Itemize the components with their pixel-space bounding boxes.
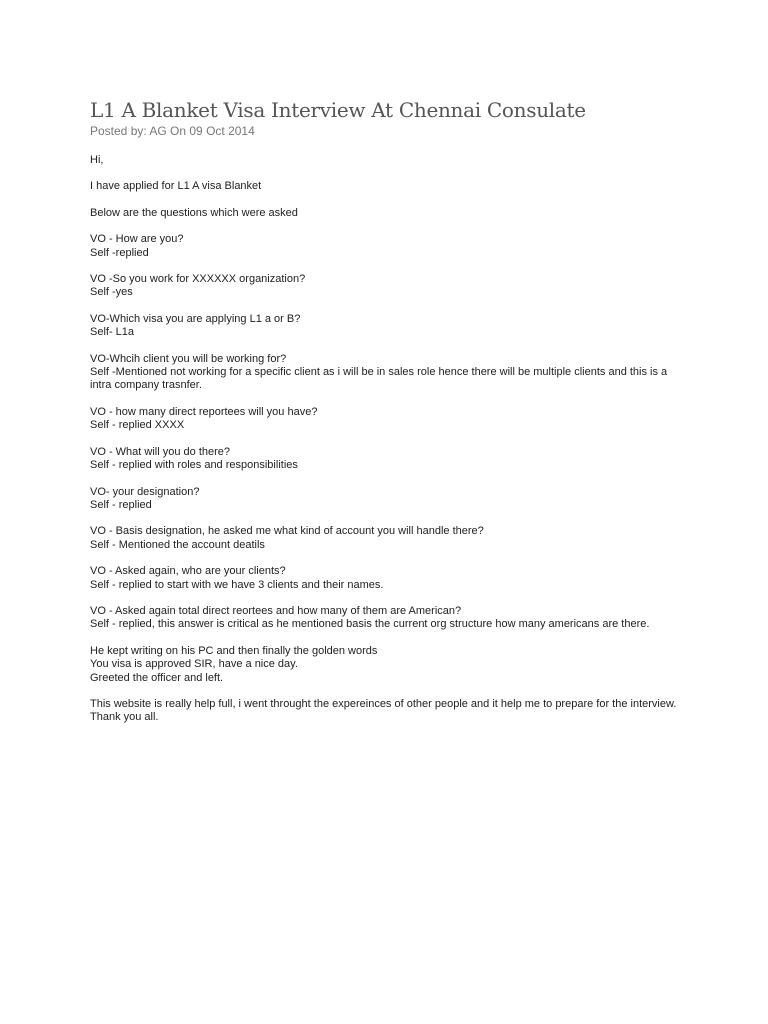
text-line: Below are the questions which were asked bbox=[90, 206, 298, 219]
paragraph bbox=[90, 565, 690, 592]
text-line: Self - replied XXXX bbox=[90, 419, 185, 432]
paragraph bbox=[90, 313, 690, 340]
text-line: I have applied for L1 A visa Blanket bbox=[90, 180, 262, 193]
paragraph bbox=[90, 180, 690, 193]
paragraph bbox=[90, 645, 690, 685]
text-line: You visa is approved SIR, have a nice day. bbox=[90, 658, 298, 671]
text-line: Greeted the officer and left. bbox=[90, 671, 224, 684]
paragraph bbox=[90, 406, 690, 433]
text-line: VO - Asked again total direct reortees and how many of them are American? bbox=[90, 604, 462, 617]
text-line: Thank you all. bbox=[90, 711, 159, 724]
text-line: VO - how many direct reportees will you have? bbox=[90, 405, 318, 418]
paragraph bbox=[90, 353, 690, 393]
paragraph bbox=[90, 605, 690, 632]
text-line: Self - replied with roles and responsibilities bbox=[90, 459, 298, 472]
text-line: VO - What will you do there? bbox=[90, 445, 231, 458]
paragraph bbox=[90, 207, 690, 220]
text-line: This website is really help full, i went throught the expereinces of other people and it help me to prepare for the interview. bbox=[90, 697, 677, 710]
text-line: Self - replied to start with we have 3 clients and their names. bbox=[90, 578, 384, 591]
text-line: He kept writing on his PC and then finally the golden words bbox=[90, 644, 378, 657]
text-line: Self -yes bbox=[90, 286, 133, 299]
text-line: VO-Which visa you are applying L1 a or B? bbox=[90, 312, 301, 325]
text-line: Self - Mentioned the account deatils bbox=[90, 538, 265, 551]
article-body bbox=[90, 154, 690, 725]
text-line: Self -Mentioned not working for a specific client as i will be in sales role hence there will be multiple clients and this is a intra company trasnfer. bbox=[90, 366, 668, 392]
paragraph bbox=[90, 154, 690, 167]
text-line: Self -replied bbox=[90, 246, 149, 259]
paragraph bbox=[90, 446, 690, 473]
paragraph bbox=[90, 525, 690, 552]
paragraph bbox=[90, 233, 690, 260]
text-line: Hi, bbox=[90, 154, 104, 166]
text-line: VO - Asked again, who are your clients? bbox=[90, 565, 286, 578]
paragraph bbox=[90, 273, 690, 300]
text-line: VO -So you work for XXXXXX organization? bbox=[90, 273, 306, 286]
article bbox=[90, 96, 690, 738]
article-title: L1 A Blanket Visa Interview At Chennai Consulate bbox=[90, 98, 586, 122]
paragraph bbox=[90, 486, 690, 513]
text-line: Self - replied bbox=[90, 498, 152, 511]
text-line: VO- your designation? bbox=[90, 485, 200, 498]
text-line: VO - Basis designation, he asked me what kind of account you will handle there? bbox=[90, 525, 484, 538]
text-line: VO - How are you? bbox=[90, 233, 184, 246]
text-line: Self- L1a bbox=[90, 326, 135, 339]
post-meta: Posted by: AG On 09 Oct 2014 bbox=[90, 124, 255, 138]
text-line: VO-Whcih client you will be working for? bbox=[90, 352, 287, 365]
paragraph bbox=[90, 698, 690, 725]
text-line: Self - replied, this answer is critical as he mentioned basis the current org structure how many americans are there. bbox=[90, 618, 650, 631]
